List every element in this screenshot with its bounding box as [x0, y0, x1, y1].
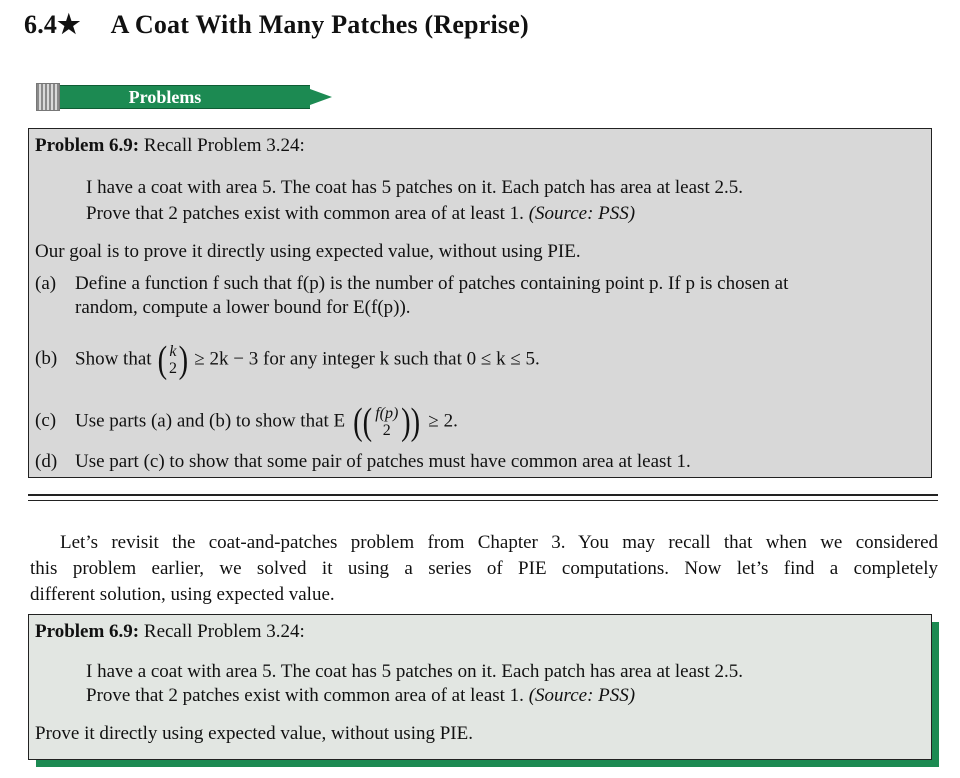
part-b-prefix: Show that — [75, 348, 152, 370]
problem-2-quote-line-1: I have a coat with area 5. The coat has 5 patches on it. Each patch has area at least 2.5. — [86, 661, 743, 682]
part-a — [35, 271, 788, 297]
problem-goal: Our goal is to prove it directly using expected value, without using PIE. — [35, 241, 581, 262]
part-d-label: (d) — [35, 451, 58, 472]
pencil-eraser-icon — [36, 83, 60, 111]
problem-header — [35, 133, 305, 159]
problem-box-2 — [28, 614, 932, 760]
divider-top — [28, 494, 938, 496]
problem-2-quote-source: (Source: PSS) — [528, 685, 636, 706]
binomial-fp-bottom: 2 — [382, 422, 391, 439]
quote-line-1: I have a coat with area 5. The coat has 5 patches on it. Each patch has area at least 2.5. — [86, 177, 743, 198]
part-d-text: Use part (c) to show that some pair of patches must have common area at least 1. — [75, 451, 691, 472]
binomial-top: k — [169, 343, 177, 360]
section-title: A Coat With Many Patches (Reprise) — [110, 10, 529, 39]
problems-banner — [36, 84, 332, 110]
box-shadow-bottom — [36, 760, 939, 767]
pencil-tip-icon — [310, 89, 332, 105]
part-a-line-1: Define a function f such that f(p) is the number of patches containing point p. If p is chosen at — [75, 273, 789, 294]
part-c-suffix: ≥ 2. — [428, 410, 458, 432]
problem-box-1 — [28, 128, 932, 478]
problem-number: Problem 6.9: — [35, 135, 140, 156]
problem-2-header — [35, 619, 305, 645]
quote-source: (Source: PSS) — [528, 203, 636, 224]
problems-banner-label: Problems — [60, 85, 310, 109]
part-b-label: (b) — [35, 348, 58, 370]
part-c-label: (c) — [35, 410, 57, 432]
part-d — [35, 449, 691, 475]
section-number: 6.4★ — [24, 10, 81, 39]
problem-2-quote-line-2 — [86, 683, 635, 709]
part-c-prefix: Use parts (a) and (b) to show that E — [75, 410, 346, 432]
divider-bottom — [28, 500, 938, 501]
binomial-fp-2: (( f(p) 2 )) — [353, 401, 421, 443]
problem-intro: Recall Problem 3.24: — [143, 135, 305, 156]
paragraph-line-1: Let’s revisit the coat-and-patches problem from Chapter 3. You may recall that when we considered — [60, 532, 938, 553]
binomial-bottom: 2 — [168, 360, 177, 377]
part-b — [35, 341, 540, 379]
quote-line-2-text: Prove that 2 patches exist with common area of at least 1. — [86, 203, 529, 224]
box-shadow-right — [932, 622, 939, 767]
binomial-k-2: ( k 2 ) — [157, 339, 189, 381]
quote-line-2 — [86, 201, 635, 227]
part-a-label: (a) — [35, 273, 57, 294]
intro-paragraph — [30, 530, 938, 608]
paragraph-line-3: different solution, using expected value. — [30, 584, 335, 605]
problem-2-task: Prove it directly using expected value, without using PIE. — [35, 723, 473, 744]
problem-2-number: Problem 6.9: — [35, 621, 140, 642]
part-c — [35, 403, 458, 441]
section-heading — [24, 10, 529, 40]
problem-2-intro: Recall Problem 3.24: — [143, 621, 305, 642]
binomial-fp-top: f(p) — [375, 405, 399, 422]
part-b-suffix: ≥ 2k − 3 for any integer k such that 0 ≤ k ≤ 5. — [194, 348, 540, 370]
paragraph-line-2: this problem earlier, we solved it using a series of PIE computations. Now let’s find a completely — [30, 558, 938, 579]
part-a-line-2: random, compute a lower bound for E(f(p)). — [75, 297, 411, 318]
problem-2-quote-text: Prove that 2 patches exist with common area of at least 1. — [86, 685, 529, 706]
